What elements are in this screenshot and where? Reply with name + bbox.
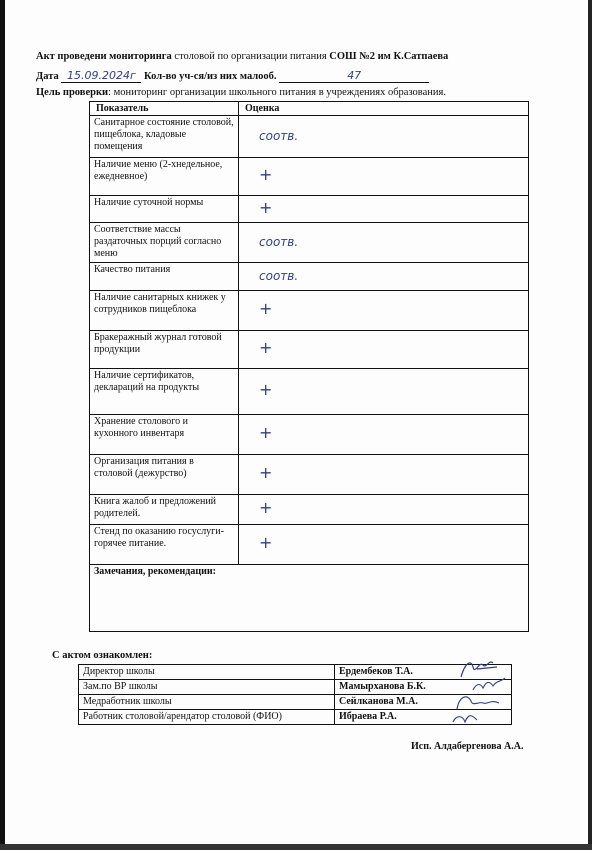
indicator-cell: Наличие суточной нормы	[90, 196, 239, 223]
date-row	[36, 69, 429, 83]
score-value: +	[259, 380, 273, 399]
position-cell: Зам.по ВР школы	[79, 680, 335, 695]
count-label: Кол-во уч-ся/из них малооб.	[144, 71, 277, 82]
score-cell	[239, 415, 529, 455]
position-cell: Работник столовой/арендатор столовой (ФИО)	[79, 710, 335, 725]
score-value: соотв.	[259, 234, 299, 249]
signature-icon	[453, 702, 513, 728]
table-row	[90, 331, 529, 369]
scan-edge-bottom	[0, 844, 592, 850]
table-row	[79, 680, 512, 695]
score-cell	[239, 369, 529, 415]
indicator-cell: Соответствие массы раздаточных порций согласно меню	[90, 223, 239, 263]
date-value: 15.09.2024г	[61, 69, 141, 83]
header-indicator: Показатель	[90, 102, 239, 116]
table-row	[90, 495, 529, 525]
score-value: соотв.	[259, 268, 299, 283]
signature-table	[78, 664, 512, 725]
title-school: СОШ №2 им К.Сатпаева	[329, 51, 449, 62]
table-row	[90, 415, 529, 455]
indicator-cell: Организация питания в столовой (дежурство)	[90, 455, 239, 495]
table-row	[90, 158, 529, 196]
score-value: +	[259, 498, 273, 517]
acknowledgement-title: С актом ознакомлен:	[52, 650, 153, 661]
score-value: +	[259, 197, 273, 217]
position-cell: Директор школы	[79, 665, 335, 680]
score-cell	[239, 331, 529, 369]
monitoring-table	[89, 101, 529, 632]
score-cell	[239, 291, 529, 331]
indicator-cell: Книга жалоб и предложений родителей.	[90, 495, 239, 525]
score-value: +	[259, 463, 273, 482]
table-row	[79, 695, 512, 710]
notes-row	[90, 565, 529, 632]
notes-cell: Замечания, рекомендации:	[90, 565, 529, 632]
position-cell: Медработник школы	[79, 695, 335, 710]
score-cell	[239, 196, 529, 223]
goal-text: : мониторинг организации школьного питания в учреждениях образования.	[108, 87, 446, 98]
goal-label: Цель проверки	[36, 87, 109, 98]
score-value: +	[259, 299, 273, 318]
score-value: +	[259, 338, 273, 357]
date-label: Дата	[36, 71, 59, 82]
score-value: +	[259, 423, 273, 442]
table-row	[90, 525, 529, 565]
indicator-cell: Стенд по оказанию госуслуги-горячее питание.	[90, 525, 239, 565]
score-cell	[239, 495, 529, 525]
count-value: 47	[279, 69, 429, 83]
scan-edge-right	[588, 0, 592, 850]
score-value: соотв.	[259, 128, 299, 143]
table-row	[79, 710, 512, 725]
indicator-cell: Наличие санитарных книжек у сотрудников пищеблока	[90, 291, 239, 331]
table-row	[79, 665, 512, 680]
indicator-cell: Наличие меню (2-хнедельное, ежедневное)	[90, 158, 239, 196]
indicator-cell: Наличие сертификатов, деклараций на продукты	[90, 369, 239, 415]
score-cell	[239, 116, 529, 158]
indicator-cell: Хранение столового и кухонного инвентаря	[90, 415, 239, 455]
table-row	[90, 116, 529, 158]
score-cell	[239, 525, 529, 565]
name-value: Ердембеков Т.А.	[339, 666, 413, 677]
table-row	[90, 455, 529, 495]
indicator-cell: Санитарное состояние столовой, пищеблока, кладовые помещения	[90, 116, 239, 158]
name-value: Сейлканова М.А.	[339, 696, 418, 707]
table-row	[90, 369, 529, 415]
score-cell	[239, 223, 529, 263]
score-value: +	[259, 165, 273, 184]
score-cell	[239, 158, 529, 196]
table-row	[90, 223, 529, 263]
indicator-cell: Бракеражный журнал готовой продукции	[90, 331, 239, 369]
score-cell	[239, 263, 529, 291]
goal-row	[36, 87, 446, 98]
table-row	[90, 263, 529, 291]
document-title	[36, 51, 448, 62]
score-value: +	[259, 533, 273, 552]
score-cell	[239, 455, 529, 495]
title-bold: Акт проведени мониторинга	[36, 51, 172, 62]
title-middle: столовой по организации питания	[171, 51, 330, 62]
executor-line: Исп. Алдабергенова А.А.	[411, 741, 524, 752]
table-row	[90, 291, 529, 331]
scan-edge-left	[0, 0, 5, 850]
name-cell	[335, 710, 512, 725]
header-score: Оценка	[239, 102, 529, 116]
name-value: Ибраева Р.А.	[339, 711, 397, 722]
indicator-cell: Качество питания	[90, 263, 239, 291]
table-row	[90, 196, 529, 223]
name-value: Мамырханова Б.К.	[339, 681, 426, 692]
